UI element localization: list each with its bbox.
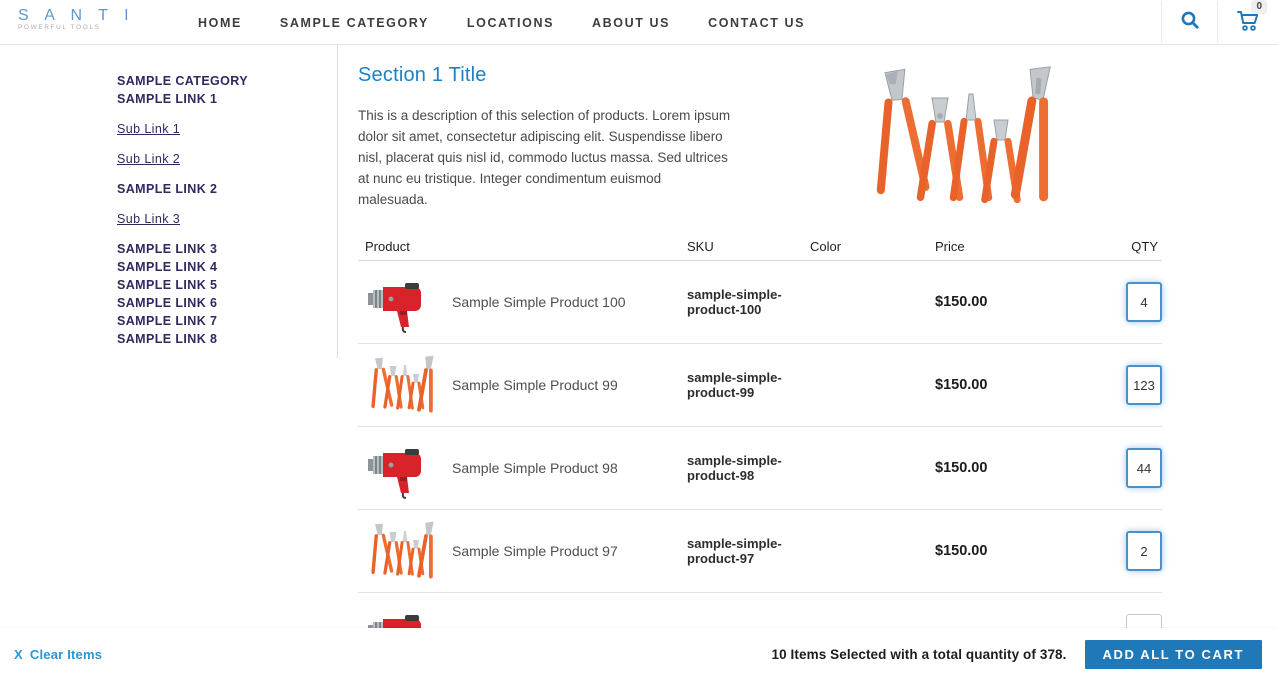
selection-summary: 10 Items Selected with a total quantity of 378.	[771, 646, 1067, 662]
sidebar-item-sample-link-3[interactable]: SAMPLE LINK 3	[117, 242, 218, 256]
cart-icon	[1235, 1, 1262, 38]
logo-name: S A N T I	[18, 7, 135, 24]
product-cell	[365, 270, 687, 334]
clear-x-icon: X	[14, 646, 23, 662]
product-sku: sample-simple-product-100	[687, 287, 782, 317]
main-content	[358, 45, 1162, 628]
search-icon	[1180, 10, 1200, 35]
main-nav	[198, 0, 805, 45]
product-sku: sample-simple-product-97	[687, 536, 782, 566]
search-button[interactable]	[1162, 0, 1217, 45]
col-product: Product	[365, 239, 410, 254]
header-icons	[1161, 0, 1278, 45]
product-cell	[365, 519, 687, 583]
add-all-to-cart-button[interactable]: ADD ALL TO CART	[1085, 640, 1262, 669]
pliers-product-image	[365, 519, 438, 583]
top-nav-bar	[0, 0, 1278, 45]
table-row	[358, 344, 1162, 427]
product-name: Sample Simple Product 98	[452, 460, 618, 476]
product-sku: sample-simple-product-98	[687, 453, 782, 483]
product-name: Sample Simple Product 97	[452, 543, 618, 559]
category-sidebar	[0, 45, 337, 348]
nav-item-sample-category[interactable]: SAMPLE CATEGORY	[279, 15, 429, 30]
sidebar-item-sample-link-7[interactable]: SAMPLE LINK 7	[117, 314, 218, 328]
sidebar-item-sample-link-6[interactable]: SAMPLE LINK 6	[117, 296, 218, 310]
logo[interactable]	[18, 7, 135, 31]
qty-input[interactable]	[1126, 448, 1162, 488]
cart-action-bar	[0, 628, 1278, 680]
table-row	[358, 427, 1162, 510]
col-price: Price	[935, 239, 965, 254]
clear-items-label: Clear Items	[29, 646, 103, 662]
sidebar-item-sample-link-4[interactable]: SAMPLE LINK 4	[117, 260, 218, 274]
table-row	[358, 510, 1162, 593]
pliers-set-photo	[843, 58, 1067, 222]
sidebar-item-sample-link-5[interactable]: SAMPLE LINK 5	[117, 278, 218, 292]
logo-tagline: POWERFUL TOOLS	[18, 24, 101, 31]
qty-input[interactable]	[1126, 365, 1162, 405]
product-cell	[365, 353, 687, 417]
product-price: $150.00	[935, 543, 988, 559]
pliers-product-image	[365, 353, 438, 417]
nav-item-home[interactable]: HOME	[198, 15, 242, 30]
drill-product-image	[365, 436, 438, 500]
section-description: This is a description of this selection of products. Lorem ipsum dolor sit amet, consectetur adipiscing elit. Suspendisse libero nisl, placerat quis nisl id, commodo luctus massa. Sed ultrices at nunc eu tristique. Integer condimentum euismod malesuada.	[358, 108, 731, 207]
qty-input[interactable]	[1126, 531, 1162, 571]
cart-count-badge: 0	[1251, 0, 1267, 14]
sidebar-item-sample-category[interactable]: SAMPLE CATEGORY	[117, 74, 249, 88]
product-name: Sample Simple Product 99	[452, 377, 618, 393]
product-price: $150.00	[935, 460, 988, 476]
section-title: Section 1 Title	[358, 64, 487, 86]
table-header-row	[358, 233, 1162, 261]
sidebar-divider	[337, 45, 338, 358]
table-row	[358, 261, 1162, 344]
nav-item-contact-us[interactable]: CONTACT US	[708, 15, 806, 30]
product-sku: sample-simple-product-99	[687, 370, 782, 400]
col-qty: QTY	[1131, 239, 1158, 254]
sidebar-item-sample-link-1[interactable]: SAMPLE LINK 1	[117, 92, 218, 106]
nav-item-about-us[interactable]: ABOUT US	[592, 15, 671, 30]
sidebar-item-sub-link-2[interactable]: Sub Link 2	[117, 152, 181, 166]
cart-button[interactable]	[1218, 0, 1278, 45]
product-name: Sample Simple Product 100	[452, 294, 626, 310]
sidebar-item-sample-link-2[interactable]: SAMPLE LINK 2	[117, 182, 218, 196]
sidebar-item-sub-link-3[interactable]: Sub Link 3	[117, 212, 181, 226]
sidebar-item-sub-link-1[interactable]: Sub Link 1	[117, 122, 181, 136]
sidebar-item-sample-link-8[interactable]: SAMPLE LINK 8	[117, 332, 218, 346]
clear-items-button[interactable]	[14, 647, 102, 662]
product-price: $150.00	[935, 377, 988, 393]
product-table	[358, 233, 1162, 676]
col-sku: SKU	[687, 239, 714, 254]
nav-item-locations[interactable]: LOCATIONS	[466, 15, 555, 30]
product-cell	[365, 436, 687, 500]
qty-input[interactable]	[1126, 282, 1162, 322]
product-price: $150.00	[935, 294, 988, 310]
drill-product-image	[365, 270, 438, 334]
col-color: Color	[810, 239, 842, 254]
